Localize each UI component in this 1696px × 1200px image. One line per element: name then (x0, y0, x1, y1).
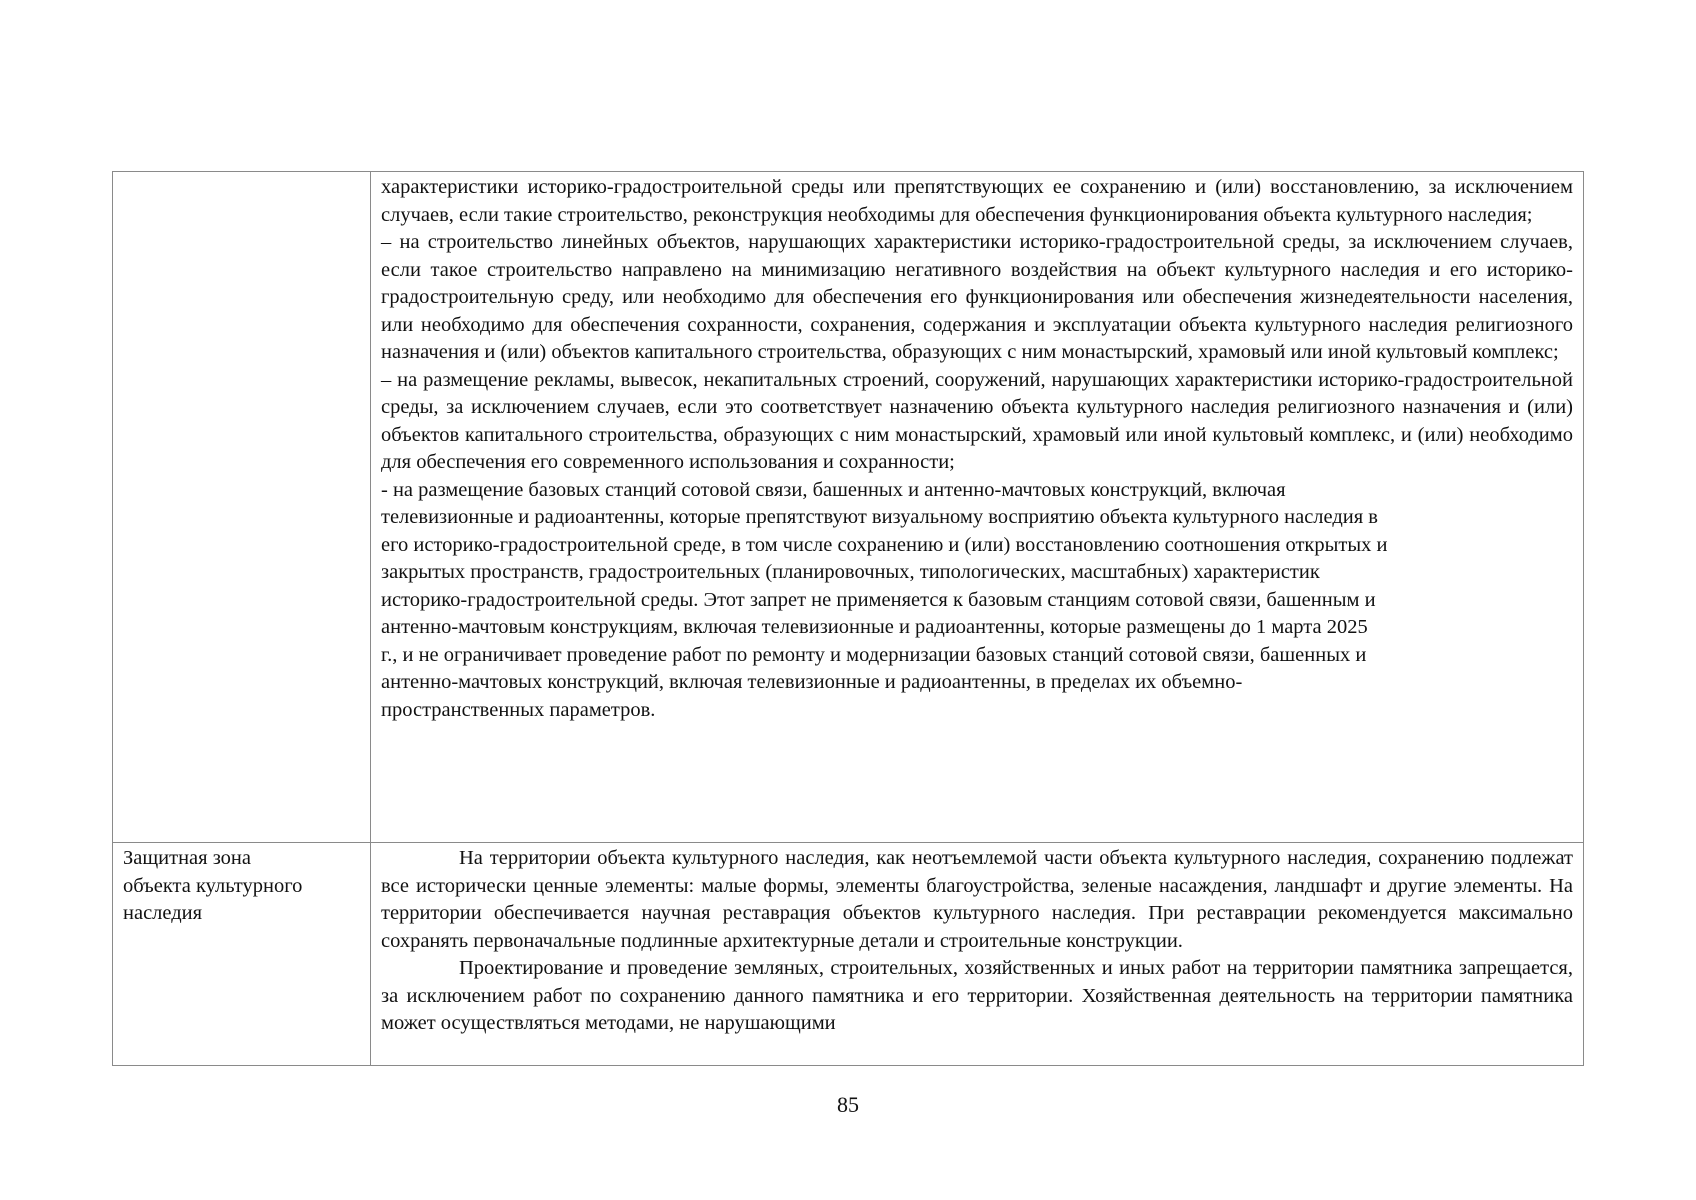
row1-left-cell (113, 172, 371, 843)
document-table (112, 171, 1584, 1066)
text-line: историко-градостроительной среды. Этот запрет не применяется к базовым станциям сотовой связи, башенным и (381, 588, 1376, 611)
text-line: его историко-градостроительной среде, в том числе сохранению и (или) восстановлению соотношения открытых и (381, 533, 1388, 556)
cell-label-line: Защитная зона (123, 847, 252, 869)
paragraph-cell-towers (381, 477, 1573, 725)
table-row (113, 843, 1584, 1066)
text-line: антенно-мачтовым конструкциям, включая телевизионные и радиоантенны, которые размещены до 1 марта 2025 (381, 616, 1368, 638)
paragraph: – на строительство линейных объектов, нарушающих характеристики историко-градостроительной среды, за исключением случаев, если такое строительство направлено на минимизацию негативного воздействия на объект культурного наследия и его историко-градостроительную среду, или необходимо для обеспечения его функционирования или обеспечения жизнедеятельности населения, или необходимо для обеспечения сохранности, сохранения, содержания и эксплуатации объекта культурного наследия религиозного назначения и (или) объектов капитального строительства, образующих с ним монастырский, храмовый или иной культовый комплекс; (381, 231, 1573, 363)
cell-label-line: объекта культурного (123, 874, 303, 897)
page-number: 85 (837, 1092, 859, 1117)
paragraph: На территории объекта культурного наследия, как неотъемлемой части объекта культурного наследия, сохранению подлежат все исторически ценные элементы: малые формы, элементы благоустройства, зеленые насаждения, ландшафт и другие элементы. На территории обеспечивается научная реставрация объектов культурного наследия. При реставрации рекомендуется максимально сохранять первоначальные подлинные архитектурные детали и строительные конструкции. (381, 847, 1573, 952)
text-line: г., и не ограничивает проведение работ по ремонту и модернизации базовых станций сотовой связи, башенных и (381, 643, 1367, 666)
cell-label-line: наследия (123, 902, 203, 924)
row2-content-clip (381, 845, 1573, 1065)
table-row (113, 172, 1584, 843)
row2-left-cell (113, 843, 371, 1066)
text-line: антенно-мачтовых конструкций, включая телевизионные и радиоантенны, в пределах их объемно- (381, 671, 1243, 693)
paragraph: характеристики историко-градостроительной среды или препятствующих ее сохранению и (или) восстановлению, за исключением случаев, если такие строительство, реконструкция необходимы для обеспечения функционирования объекта культурного наследия; (381, 176, 1573, 226)
paragraph: Проектирование и проведение земляных, строительных, хозяйственных и иных работ на территории памятника запрещается, за исключением работ по сохранению данного памятника и его территории. Хозяйственная деятельность на территории памятника может осуществляться методами, не нарушающими (381, 957, 1573, 1034)
text-line: пространственных параметров. (381, 698, 656, 721)
text-line: телевизионные и радиоантенны, которые препятствуют визуальному восприятию объекта культурного наследия в (381, 506, 1378, 528)
text-line: - на размещение базовых станций сотовой связи, башенных и антенно-мачтовых конструкций, включая (381, 478, 1286, 501)
text-line: закрытых пространств, градостроительных (планировочных, типологических, масштабных) характеристик (381, 561, 1320, 583)
paragraph: – на размещение рекламы, вывесок, некапитальных строений, сооружений, нарушающих характеристики историко-градостроительной среды, за исключением случаев, если это соответствует назначению объекта культурного наследия религиозного назначения и (или) объектов капитального строительства, образующих с ним монастырский, храмовый или иной культовый комплекс, и (или) необходимо для обеспечения его современного использования и сохранности; (381, 368, 1573, 473)
row1-content-cell (371, 172, 1584, 843)
row2-content-cell (371, 843, 1584, 1066)
